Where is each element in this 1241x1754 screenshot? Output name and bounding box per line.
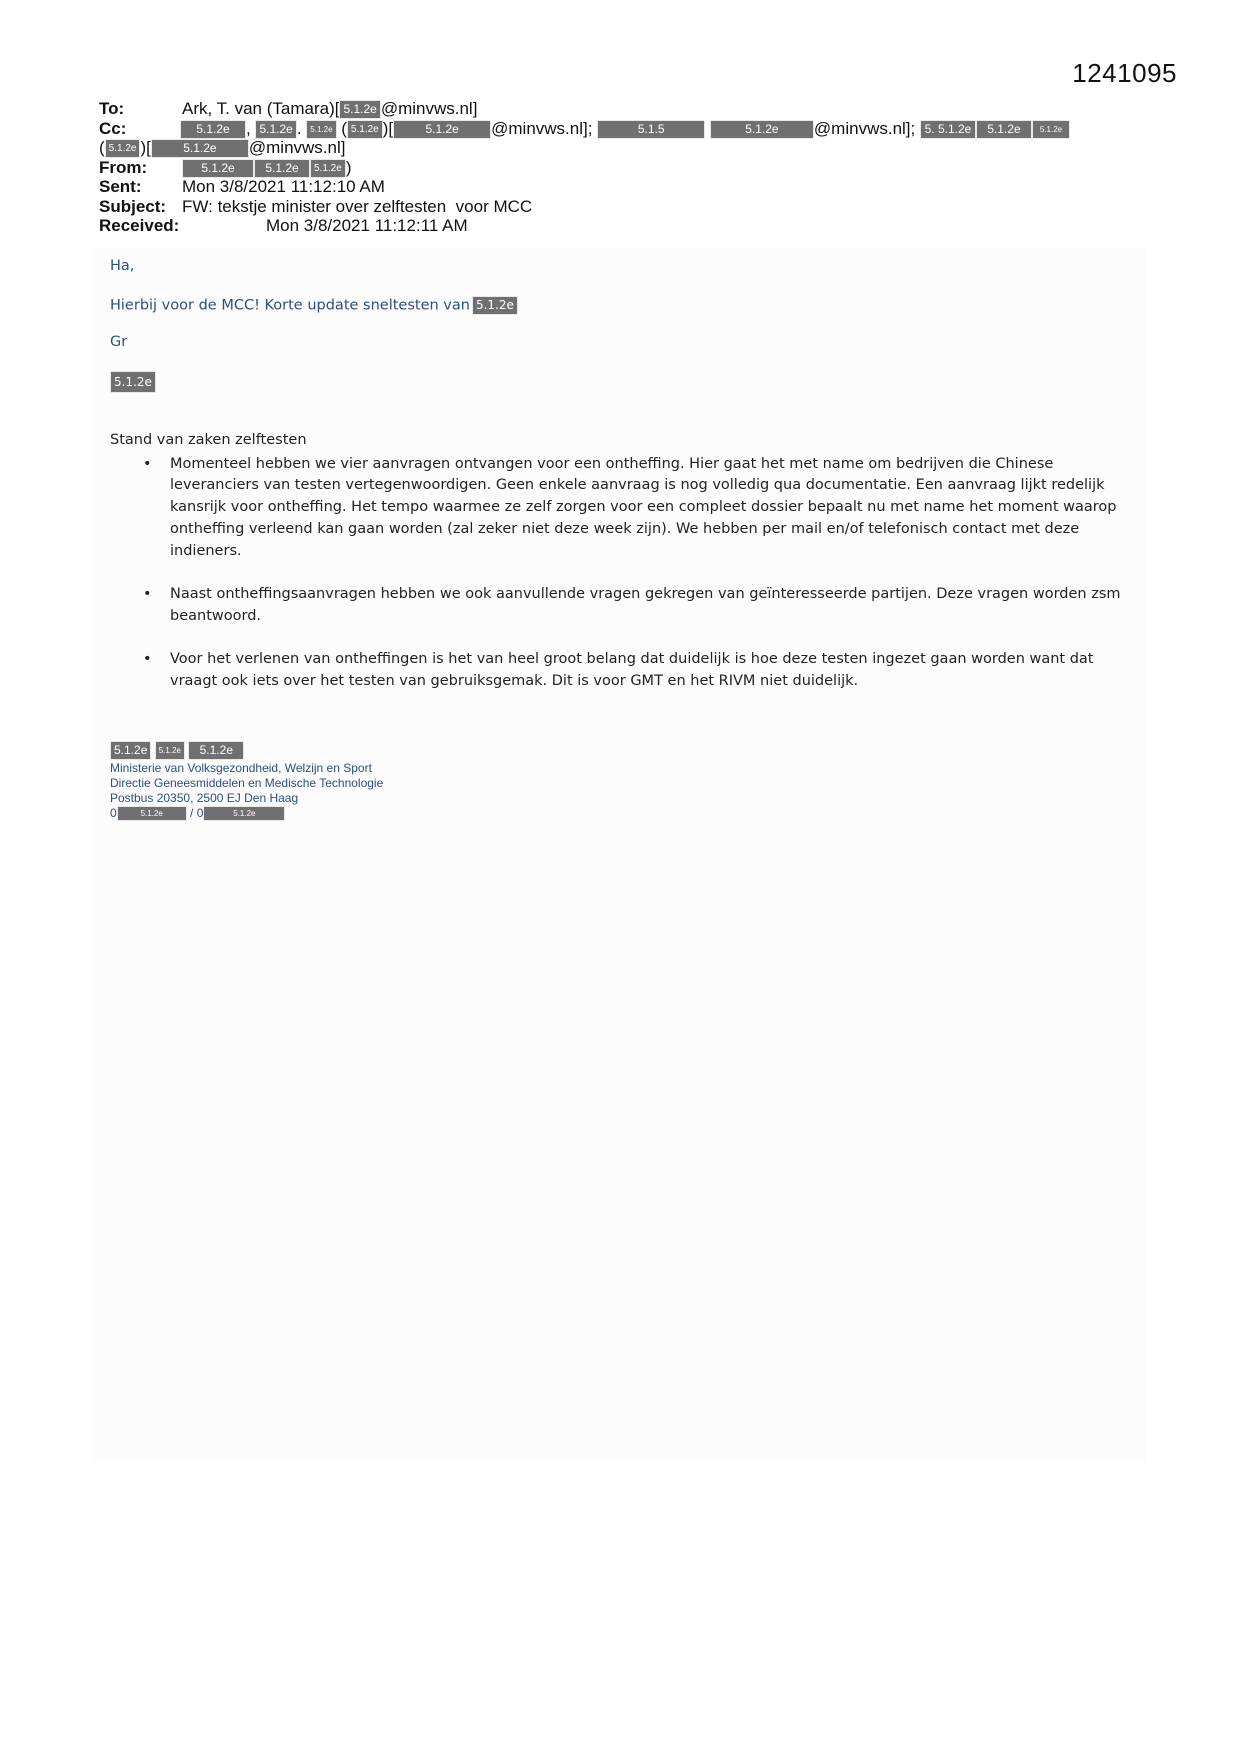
redaction-box: 5.1.2e (110, 371, 156, 393)
intro-line: Hierbij voor de MCC! Korte update sneltesten van 5.1.2e (110, 296, 518, 315)
redaction-box: 5.1.2e (976, 120, 1032, 139)
from-label: From: (99, 157, 148, 177)
cc-value: 5.1.2e , 5.1.2e . 5.1.2e ( 5.1.2e )[ 5.1.2e @minvws.nl]; 5.1.5 5.1.2e @minvws.nl]; 5. 5.1.2e 5.1.2e 5.1.2e (180, 119, 1070, 139)
to-label: To: (99, 99, 125, 118)
redaction-box: 5.1.2e (188, 741, 244, 760)
redaction-box: 5.1.2e (393, 120, 491, 139)
redaction-box: 5.1.2e (339, 100, 380, 119)
redaction-box: 5.1.2e (105, 139, 141, 158)
status-section (110, 430, 1130, 714)
subject-label: Subject: (99, 196, 167, 216)
bullet-icon: • (143, 651, 152, 667)
bullet-icon: • (143, 455, 152, 472)
redaction-box: 5.1.2e (1032, 120, 1070, 139)
signature-address: Postbus 20350, 2500 EJ Den Haag (110, 791, 299, 805)
redaction-box: 5.1.2e (203, 806, 285, 821)
signature-department: Directie Geneesmiddelen en Medische Technologie (110, 776, 384, 790)
greeting: Ha, (110, 258, 135, 274)
redaction-box: 5.1.2e (347, 120, 383, 139)
signature-redactions (110, 741, 383, 760)
redaction-box: 5.1.2e (306, 120, 336, 139)
sent-value: Mon 3/8/2021 11:12:10 AM (182, 177, 385, 196)
redaction-box: 5.1.2e (117, 806, 187, 821)
redaction-box: 5.1.2e (255, 120, 296, 139)
cc-label: Cc: (99, 118, 127, 138)
sent-label: Sent: (99, 177, 142, 196)
redaction-box: 5.1.2e (710, 120, 814, 139)
list-item: • Momenteel hebben we vier aanvragen ontvangen voor een ontheffing. Hier gaat het met name om bedrijven die Chinese leveranciers van testen vertegenwoordigen. Geen enkele aanvraag is nog volledig qua documentatie. Een aanvraag lijkt redelijk kansrijk voor ontheffing. Het tempo waarmee ze zelf zorgen voor een compleet dossier bepaalt nu met name het moment waarop ontheffing verleend kan gaan worden (zal zeker niet deze week zijn). We hebben per mail en/of telefonisch contact met deze indieners. (143, 455, 1117, 559)
redaction-box: 5.1.2e (182, 159, 254, 178)
received-label: Received: (99, 216, 180, 235)
redaction-box: 5.1.2e (151, 139, 249, 158)
received-value: Mon 3/8/2021 11:12:11 AM (266, 216, 468, 235)
to-value: Ark, T. van (Tamara)[ 5.1.2e @minvws.nl] (182, 99, 478, 118)
from-value: 5.1.2e 5.1.2e 5.1.2e ) (182, 158, 351, 178)
redaction-box: 5.1.2e (472, 296, 518, 315)
closing: Gr (110, 334, 128, 350)
signature-ministry: Ministerie van Volksgezondheid, Welzijn en Sport (110, 761, 372, 775)
subject-value: FW: tekstje minister over zelftesten voor MCC (182, 196, 533, 216)
redaction-box: 5. 5.1.2e (920, 120, 976, 139)
redaction-box: 5.1.2e (155, 741, 185, 760)
redaction-box: 5.1.5 (597, 120, 705, 139)
list-item: • Voor het verlenen van ontheffingen is het van heel groot belang dat duidelijk is hoe deze testen ingezet gaan worden want dat vraagt ook iets over het testen van gebruiksgemak. Dit is voor GMT en het RIVM niet duidelijk. (143, 651, 1094, 689)
redaction-box: 5.1.2e (310, 159, 346, 178)
redaction-box: 5.1.2e (180, 120, 246, 139)
bullet-icon: • (143, 585, 152, 602)
signature-block (110, 741, 383, 821)
section-title: Stand van zaken zelftesten (110, 432, 307, 448)
redaction-box: 5.1.2e (254, 159, 310, 178)
document-number: 1241095 (1072, 58, 1177, 88)
redaction-box: 5.1.2e (110, 741, 151, 760)
list-item: • Naast ontheffingsaanvragen hebben we ook aanvullende vragen gekregen van geïnteresseerde partijen. Deze vragen worden zsm beantwoord. (143, 585, 1121, 624)
signature-phone: 0 5.1.2e / 0 5.1.2e (110, 806, 383, 821)
sender-redaction (110, 371, 156, 393)
